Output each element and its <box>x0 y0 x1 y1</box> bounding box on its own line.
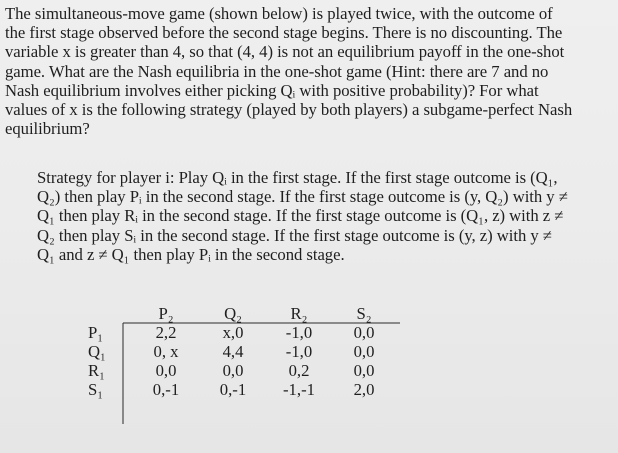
row-header: R₁ <box>88 361 105 380</box>
text-line: The simultaneous-move game (shown below) is played twice, with the outcome of <box>5 4 553 23</box>
text-line: Q₁ and z ≠ Q₁ then play Pᵢ in the second stage. <box>37 244 345 264</box>
payoff-cell: 0,0 <box>155 361 177 380</box>
text-line: Q₂) then play Pᵢ in the second stage. If the first stage outcome is (y, Q₂) with y ≠ <box>37 187 568 207</box>
text-line: variable x is greater than 4, so that (4, 4) is not an equilibrium payoff in the one-shot <box>5 42 565 62</box>
column-header: P₂ <box>158 304 174 323</box>
payoff-cell: 0,-1 <box>152 380 180 399</box>
text-line: Q₂ then play Sᵢ in the second stage. If the first stage outcome is (y, z) with y ≠ <box>37 225 552 245</box>
payoff-cell: 4,4 <box>222 342 244 361</box>
column-header: R₂ <box>290 304 308 323</box>
column-header: S₂ <box>356 304 372 323</box>
payoff-cell: -1,0 <box>285 342 313 361</box>
payoff-cell: 0,2 <box>288 361 310 380</box>
row-header: P₁ <box>88 323 104 342</box>
payoff-cell: -1,0 <box>285 323 313 342</box>
payoff-cell: 0,0 <box>222 361 244 380</box>
row-header: Q₁ <box>88 342 106 361</box>
payoff-cell: 0,0 <box>353 323 375 342</box>
text-line: equilibrium? <box>5 119 90 139</box>
payoff-cell: x,0 <box>222 323 244 342</box>
payoff-cell: -1,-1 <box>283 380 315 399</box>
payoff-cell: 2,0 <box>353 380 375 399</box>
text-line: Strategy for player i: Play Qᵢ in the first stage. If the first stage outcome is (Q₁, <box>37 168 558 187</box>
strategy-description <box>37 168 612 264</box>
text-line: game. What are the Nash equilibria in the one-shot game (Hint: there are 7 and no <box>5 61 549 81</box>
payoff-cell: 0,0 <box>353 342 375 361</box>
text-line: Nash equilibrium involves either picking Qᵢ with positive probability)? For what <box>5 80 539 100</box>
row-header: S₁ <box>88 380 104 399</box>
payoff-cell: 0, x <box>153 342 179 361</box>
text-line: values of x is the following strategy (played by both players) a subgame-perfect Nash <box>5 100 573 120</box>
payoff-matrix <box>88 304 400 424</box>
column-header: Q₂ <box>224 304 242 323</box>
text-line: the first stage observed before the second stage begins. There is no discounting. The <box>5 23 563 43</box>
payoff-cell: 0,0 <box>353 361 375 380</box>
payoff-cell: 2,2 <box>155 323 177 342</box>
payoff-cell: 0,-1 <box>219 380 247 399</box>
problem-statement <box>5 4 610 138</box>
text-line: Q₁ then play Rᵢ in the second stage. If the first stage outcome is (Q₁, z) with z ≠ <box>37 206 564 226</box>
